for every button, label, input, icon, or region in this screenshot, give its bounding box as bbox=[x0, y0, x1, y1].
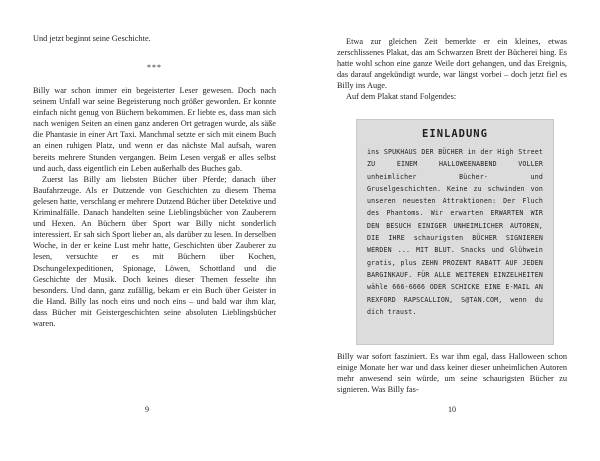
left-body bbox=[33, 85, 276, 329]
right-paragraph-1: Etwa zur gleichen Zeit bemerkte er ein kleines, etwas zerschlissenes Plakat, das am Schwarzen Brett der Bücherei hing. Es hatte wohl schon eine ganze Weile dort gehangen, und das Ereignis, das darauf angekündigt wurde, war längst vorbei – doch jetzt fiel es Billy ins Auge. bbox=[337, 37, 567, 91]
poster-body: ins SPUKHAUS DER BÜCHER in der High Street ZU EINEM HALLOWEENABEND VOLLER unheimlicher Bücher- und Gruselgeschichten. Keine zu schwinden von unseren neuesten Attraktionen: Der Fluch des Phantoms. Wir erwarten ERWARTEN WIR DEN BESUCH EINIGER UNHEIMLICHER AUTOREN, DIE IHRE schaurigsten BÜCHER SIGNIEREN WERDEN ... MIT BLUT. Snacks und Glühwein gratis, plus ZEHN PROZENT RABATT AUF JEDEN BARGINKAUF. FÜR ALLE WEITEREN EINZELHEITEN wähle 666-6666 ODER SCHICKE EINE E-MAIL AN REXFORD RAPSCALLION, S@TAN.COM, wenn du dich traust. bbox=[367, 148, 543, 316]
opening-text: Und jetzt beginnt seine Geschichte. bbox=[33, 34, 151, 43]
right-body-top bbox=[337, 36, 567, 103]
section-separator: *** bbox=[147, 63, 162, 72]
poster-title: EINLADUNG bbox=[422, 128, 488, 140]
invitation-poster bbox=[356, 119, 554, 345]
right-body-bottom bbox=[337, 351, 567, 395]
left-paragraph-1: Billy war schon immer ein begeisterter Leser gewesen. Doch nach seinem Unfall war seine Begeisterung noch größer geworden. Er konnte einfach nicht genug von Büchern bekommen. Er liebte es, dass man sich nach wenigen Seiten an einen ganz anderen Ort getragen wurde, als säße die Phantasie in einer Art Taxi. Manchmal setzte er sich mit einem Buch an einen ruhigen Platz, und wenn er das nächste Mal aufsah, waren bereits mehrere Stunden vergangen. Beim Lesen vergaß er alles selbst und auch, dass eigentlich ein Leben außerhalb des Buches gab. bbox=[33, 86, 276, 173]
opening-line bbox=[33, 33, 276, 44]
page-number-left: 9 bbox=[145, 405, 149, 414]
right-paragraph-2: Auf dem Plakat stand Folgendes: bbox=[346, 92, 457, 102]
left-paragraph-2: Zuerst las Billy am liebsten Bücher über Pferde; danach über Baufahrzeuge. Als er Dutzende von Geschichten zu diesem Thema gelesen hatte, verschlang er mehrere Dutzend Bücher über Detektive und Kriminalfälle. Danach handelten seine Lieblingsbücher von Zauberern und Hexen. An Büchern über Sport war Billy nicht sonderlich interessiert. Er sah sich Sport lieber an, als darüber zu lesen. In derselben Woche, in der er keine Lust mehr hatte, Geschichten über Zauberer zu lesen, versuchte er es mit Büchern über Kochen, Dschungelexpeditionen, Spionage, Löwen, Schottland und die Geschichte der Musik. Doch keines dieser Themen fesselte ihn besonders. Und dann, ganz zufällig, bekam er ein Buch über Geister in die Hand. Billy las noch eins und noch eins – und bald war ihm klar, dass Bücher mit Geistergeschichten seine absoluten Lieblingsbücher waren. bbox=[33, 174, 276, 328]
page-number-right: 10 bbox=[448, 405, 456, 414]
right-paragraph-3: Billy war sofort fasziniert. Es war ihm egal, dass Halloween schon einige Monate her war und dass keiner dieser unheimlichen Autoren mehr anwesend sein würde, um seine schaurigsten Bücher zu signieren. Was Billy fas- bbox=[337, 352, 567, 395]
